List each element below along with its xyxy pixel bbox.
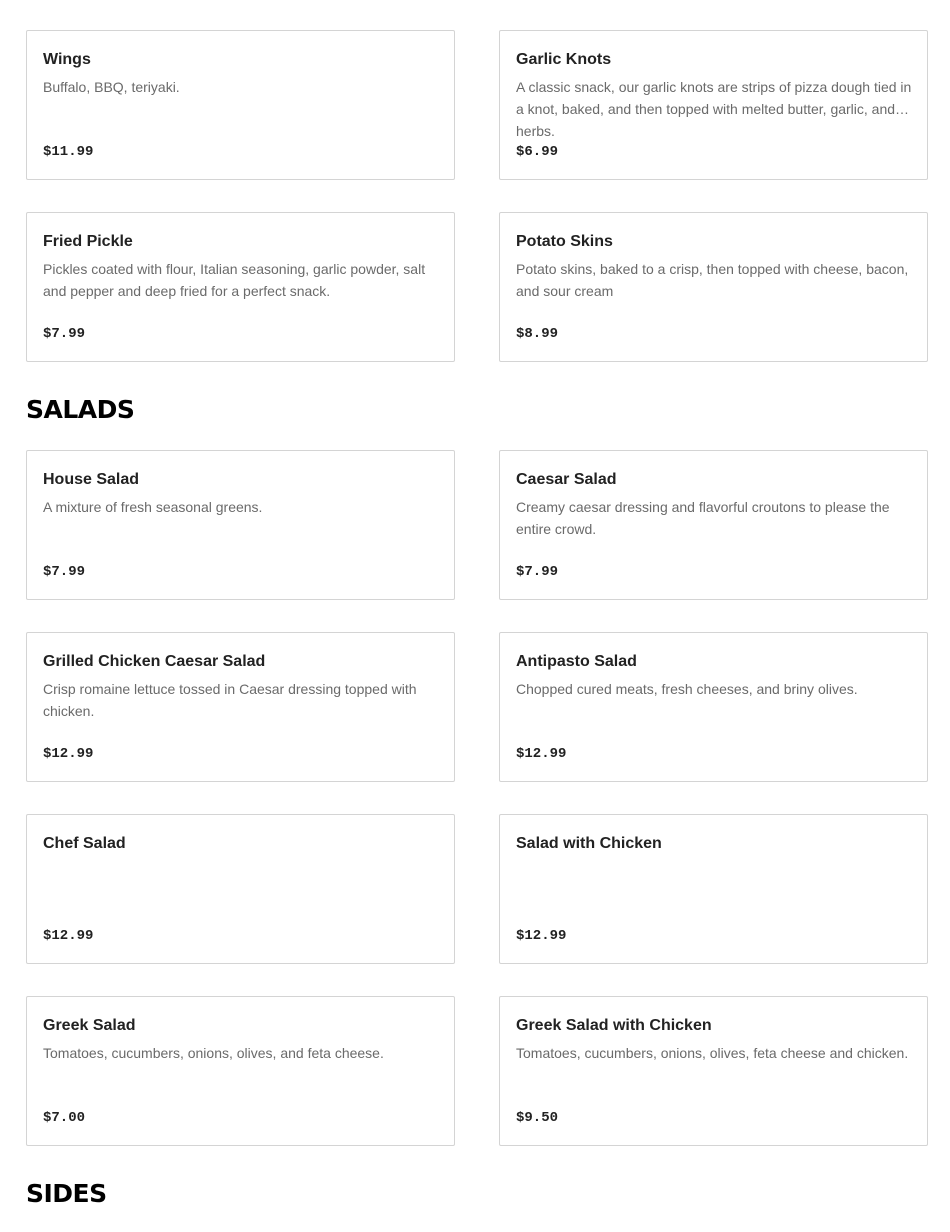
item-name: Chef Salad: [43, 835, 126, 852]
item-description: A classic snack, our garlic knots are strips of pizza dough tied in a knot, baked, and then topped with melted butter, garlic, and herbs.: [516, 79, 912, 139]
item-price: $7.99: [516, 564, 559, 580]
menu-item-card[interactable]: [26, 450, 455, 600]
menu-item-card[interactable]: [499, 450, 928, 600]
item-description: Chopped cured meats, fresh cheeses, and briny olives.: [516, 681, 858, 697]
item-description: Crisp romaine lettuce tossed in Caesar dressing topped with chicken.: [43, 681, 417, 719]
item-description: Creamy caesar dressing and flavorful croutons to please the entire crowd.: [516, 499, 890, 537]
menu-item-card[interactable]: [499, 814, 928, 964]
menu-item-card[interactable]: [499, 212, 928, 362]
menu-row: [26, 814, 928, 964]
item-name: Greek Salad: [43, 1017, 136, 1034]
section-heading-sides: SIDES: [26, 1179, 107, 1208]
item-description: Buffalo, BBQ, teriyaki.: [43, 79, 180, 95]
item-name: Wings: [43, 51, 91, 68]
item-description: Potato skins, baked to a crisp, then topped with cheese, bacon, and sour cream: [516, 261, 909, 299]
item-description: Pickles coated with flour, Italian seasoning, garlic powder, salt and pepper and deep fried for a perfect snack.: [43, 261, 426, 299]
item-price: $12.99: [516, 928, 567, 944]
section-heading-salads: SALADS: [26, 395, 135, 424]
item-name: House Salad: [43, 471, 140, 488]
menu-row: [26, 212, 928, 362]
menu-item-card[interactable]: [26, 632, 455, 782]
menu-item-card[interactable]: [499, 632, 928, 782]
menu-row: [26, 632, 928, 782]
menu-item-card[interactable]: [26, 212, 455, 362]
menu-row: [26, 996, 928, 1146]
item-name: Potato Skins: [516, 233, 613, 250]
item-price: $11.99: [43, 144, 94, 160]
item-price: $8.99: [516, 326, 559, 342]
item-price: $12.99: [43, 928, 94, 944]
item-price: $12.99: [516, 746, 567, 762]
menu-row: [26, 30, 928, 180]
item-name: Garlic Knots: [516, 51, 612, 68]
menu-item-card[interactable]: [26, 996, 455, 1146]
item-description: A mixture of fresh seasonal greens.: [43, 499, 263, 515]
item-description: Tomatoes, cucumbers, onions, olives, feta cheese and chicken.: [516, 1045, 909, 1061]
menu-row: [26, 450, 928, 600]
item-name: Salad with Chicken: [516, 835, 662, 852]
menu-item-card[interactable]: [499, 996, 928, 1146]
item-description: Tomatoes, cucumbers, onions, olives, and feta cheese.: [43, 1045, 384, 1061]
menu-item-card[interactable]: [499, 30, 928, 180]
menu-item-card[interactable]: [26, 814, 455, 964]
item-name: Antipasto Salad: [516, 653, 637, 670]
menu-item-card[interactable]: [26, 30, 455, 180]
item-price: $7.00: [43, 1110, 86, 1126]
item-name: Caesar Salad: [516, 471, 617, 488]
item-price: $6.99: [516, 144, 559, 160]
item-price: $9.50: [516, 1110, 559, 1126]
item-name: Fried Pickle: [43, 233, 133, 250]
item-name: Grilled Chicken Caesar Salad: [43, 653, 266, 670]
item-price: $7.99: [43, 564, 86, 580]
item-name: Greek Salad with Chicken: [516, 1017, 712, 1034]
item-price: $7.99: [43, 326, 86, 342]
item-price: $12.99: [43, 746, 94, 762]
